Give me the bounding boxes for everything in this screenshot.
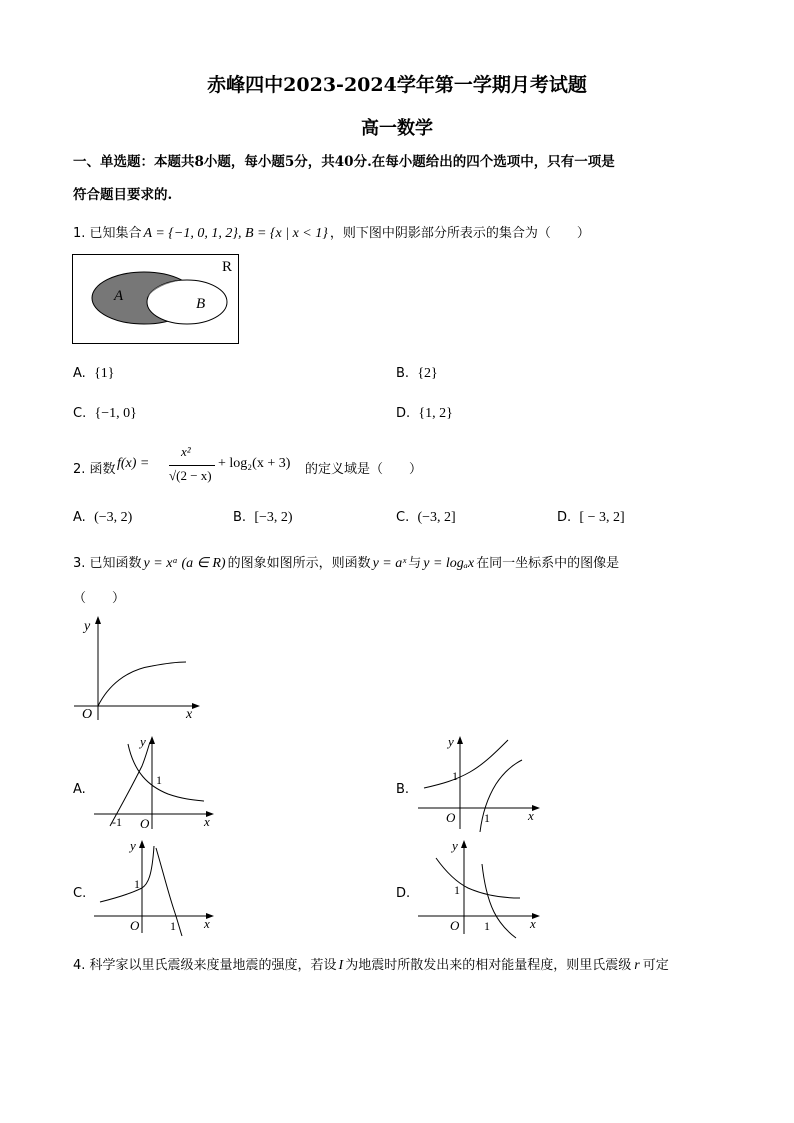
svg-text:y: y — [448, 734, 454, 749]
svg-text:y: y — [452, 838, 458, 853]
q1-sets: A = {−1, 0, 1, 2}, B = {x | x < 1} — [143, 226, 328, 241]
q2-fraction-bar — [169, 465, 215, 466]
q3-option-c-graph[interactable] — [92, 838, 220, 938]
option-text: [ − 3, 2] — [579, 510, 625, 525]
q4-text-a: 4. 科学家以里氏震级来度量地震的强度，若设 — [73, 958, 337, 973]
tick-label: 1 — [484, 811, 490, 825]
svg-text:x: x — [530, 916, 536, 931]
venn-label-b: B — [196, 296, 206, 312]
tick-label: -1 — [112, 815, 122, 829]
option-label: B. — [396, 366, 410, 381]
q3-and: 与 — [408, 556, 422, 571]
q4-text-c: 可定 — [642, 958, 669, 973]
option-text: {1} — [94, 366, 115, 381]
q3-option-d-graph[interactable] — [416, 838, 546, 940]
option-label: A. — [73, 366, 86, 381]
option-text: {−1, 0} — [94, 406, 137, 421]
option-label: C. — [73, 406, 87, 421]
q4-text-b: 为地震时所散发出来的相对能量程度，则里氏震级 — [345, 958, 632, 973]
q2-denominator: √(2 − x) — [169, 468, 212, 483]
q3-reference-graph — [68, 614, 208, 734]
origin-label: O — [82, 707, 93, 722]
venn-diagram — [72, 254, 240, 346]
q3-option-a-label[interactable]: A. — [73, 782, 86, 797]
q4-var-i: I — [338, 958, 344, 973]
q2-log-term: + log₂(x + 3) — [218, 456, 291, 471]
svg-text:O: O — [450, 918, 460, 933]
option-label: A. — [73, 510, 86, 525]
tick-label: 1 — [170, 919, 176, 933]
tick-label: 1 — [134, 877, 140, 891]
option-text: (−3, 2] — [417, 510, 456, 525]
axis-x-label: x — [186, 707, 193, 722]
q3-prefix: 3. 已知函数 — [73, 556, 142, 571]
q4-var-r: r — [634, 958, 640, 973]
q1-option-d[interactable] — [396, 406, 453, 422]
svg-text:O: O — [130, 918, 140, 933]
q3-power-func: y = xᵃ (a ∈ R) — [143, 556, 226, 571]
q3-stem — [73, 552, 619, 572]
option-label: D. — [396, 406, 411, 421]
axis-y-label: y — [84, 619, 91, 634]
svg-text:O: O — [446, 810, 456, 825]
q3-mid: 的图象如图所示，则函数 — [227, 556, 371, 571]
q3-exp-func: y = aˣ — [372, 556, 407, 571]
section-heading-cont: 符合题目要求的. — [73, 187, 173, 203]
q2-option-b[interactable] — [233, 510, 293, 526]
q3-option-b-label[interactable]: B. — [396, 782, 410, 797]
svg-text:y: y — [130, 838, 136, 853]
q2-numerator: x² — [181, 444, 191, 459]
q3-option-a-graph[interactable] — [92, 734, 220, 834]
tick-label: 1 — [156, 773, 162, 787]
option-text: {1, 2} — [418, 406, 453, 421]
option-label: D. — [557, 510, 572, 525]
option-label: B. — [233, 510, 247, 525]
q1-option-c[interactable] — [73, 406, 137, 422]
q2-option-a[interactable] — [73, 510, 132, 526]
q3-option-d-label[interactable]: D. — [396, 886, 411, 901]
q2-func: f(x) = — [117, 456, 150, 471]
q2-option-c[interactable] — [396, 510, 456, 526]
option-text: (−3, 2) — [94, 510, 133, 525]
section-heading: 一、单选题：本题共8小题，每小题5分，共40分.在每小题给出的四个选项中，只有一项是 — [73, 154, 615, 170]
svg-text:x: x — [204, 916, 210, 931]
q4-stem — [73, 954, 669, 974]
q2-option-d[interactable] — [557, 510, 625, 526]
q3-paren: （ ） — [73, 591, 126, 606]
q1-prefix: 1. 已知集合 — [73, 226, 142, 241]
tick-label: 1 — [454, 883, 460, 897]
option-text: [−3, 2) — [254, 510, 293, 525]
tick-label: 1 — [484, 919, 490, 933]
q3-option-b-graph[interactable] — [416, 734, 546, 834]
q3-log-func: y = logₐx — [423, 556, 475, 571]
svg-text:x: x — [204, 814, 210, 829]
q1-option-b[interactable] — [396, 366, 438, 382]
page-title: 赤峰四中2023-2024学年第一学期月考试题 — [207, 74, 587, 96]
q3-option-c-label[interactable]: C. — [73, 886, 87, 901]
option-label: C. — [396, 510, 410, 525]
page-subtitle: 高一数学 — [361, 118, 433, 139]
svg-text:O: O — [140, 816, 150, 831]
q1-stem — [73, 222, 590, 242]
svg-text:x: x — [528, 808, 534, 823]
tick-label: 1 — [452, 769, 458, 783]
q2-prefix: 2. 函数 — [73, 462, 116, 477]
svg-text:y: y — [140, 734, 146, 749]
venn-label-a: A — [114, 288, 124, 304]
option-text: {2} — [417, 366, 438, 381]
venn-label-r: R — [222, 259, 233, 275]
q1-option-a[interactable] — [73, 366, 115, 382]
q1-suffix: ，则下图中阴影部分所表示的集合为（ ） — [329, 226, 590, 241]
q2-suffix: 的定义域是（ ） — [305, 462, 423, 477]
q3-suffix: 在同一坐标系中的图像是 — [476, 556, 620, 571]
